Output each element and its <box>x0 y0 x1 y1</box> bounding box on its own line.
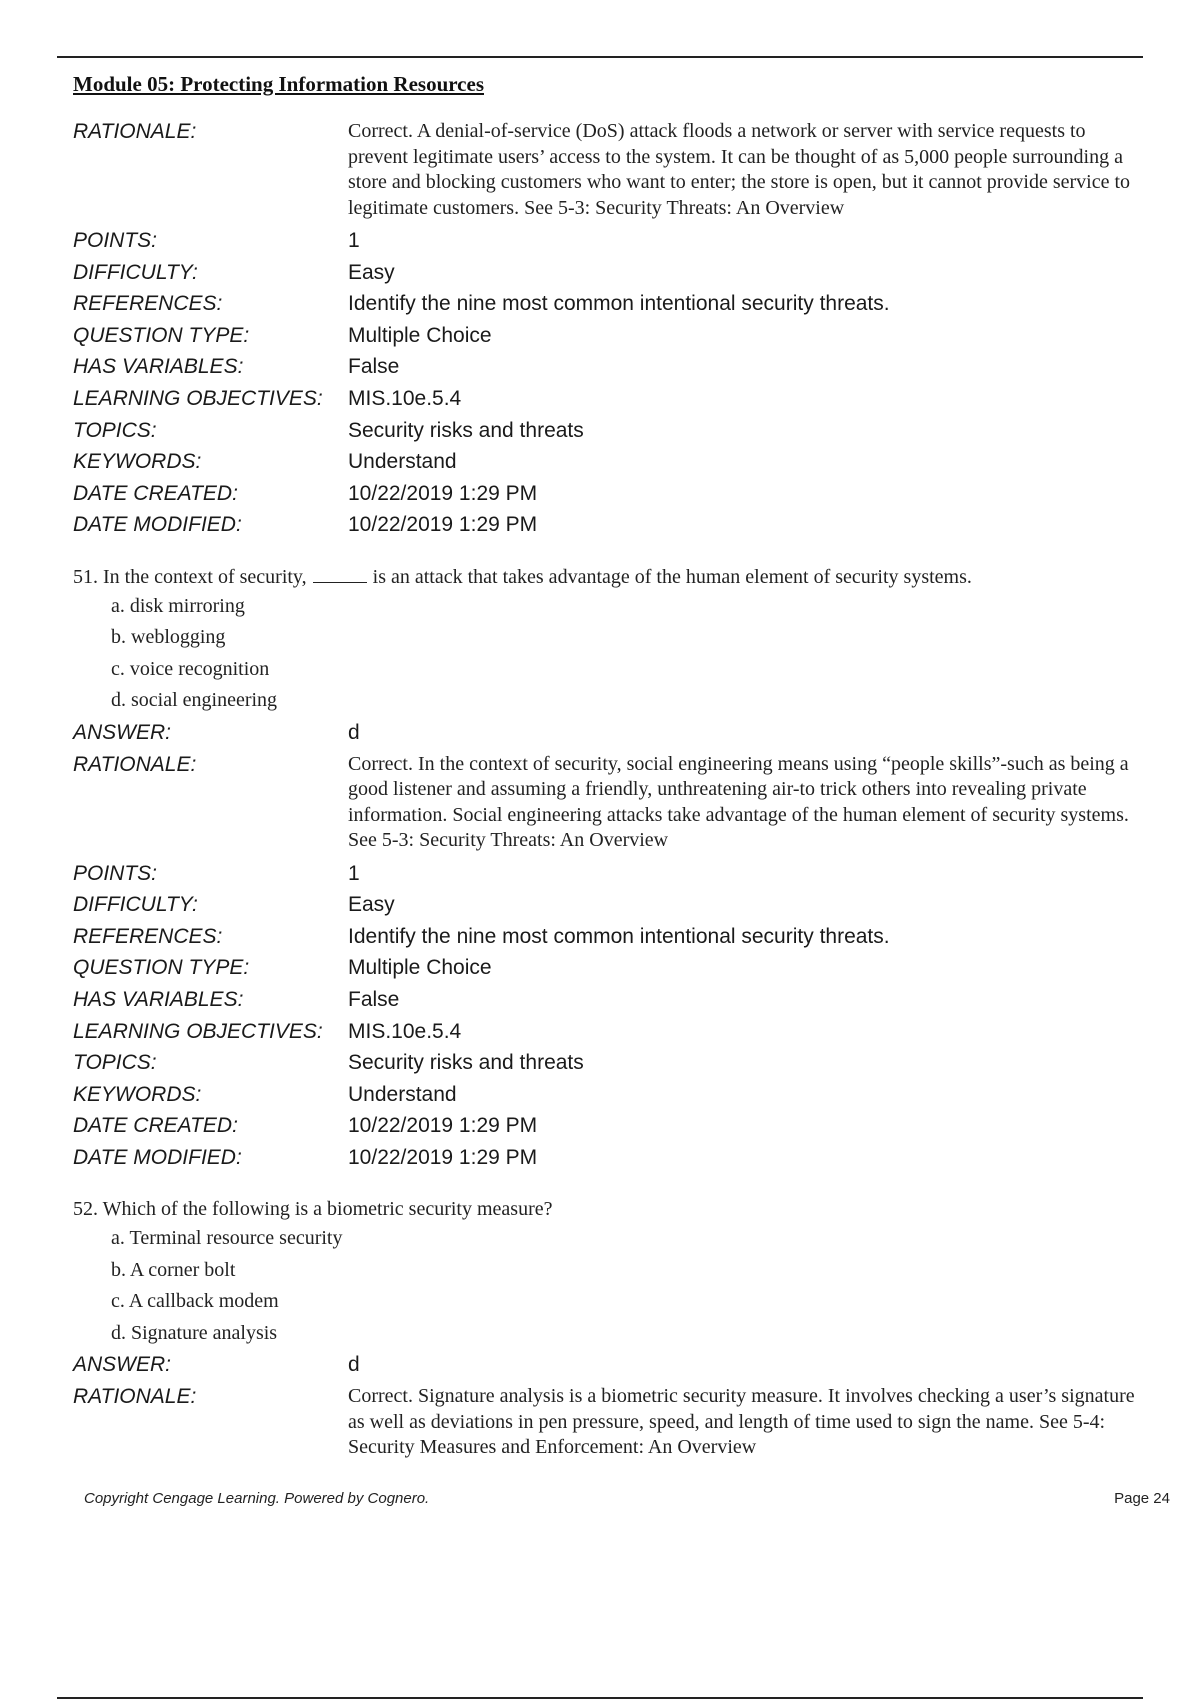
q50-date-modified: 10/22/2019 1:29 PM <box>348 513 538 537</box>
references-label: REFERENCES: <box>73 924 223 948</box>
q52-option-b: b. A corner bolt <box>111 1258 236 1281</box>
q51-learning-objectives-row <box>73 1016 1143 1048</box>
rationale-label: RATIONALE: <box>73 120 197 143</box>
date-created-label: DATE CREATED: <box>73 1114 238 1138</box>
q50-has-variables: False <box>348 355 400 379</box>
q51-option-b: b. weblogging <box>111 626 226 649</box>
q51-difficulty: Easy <box>348 893 395 917</box>
keywords-label: KEYWORDS: <box>73 450 202 474</box>
q51-date-modified: 10/22/2019 1:29 PM <box>348 1145 538 1169</box>
rationale-label: RATIONALE: <box>73 752 197 776</box>
q52-answer: d <box>348 1353 360 1377</box>
q50-date-created-row <box>73 478 1143 510</box>
date-modified-label: DATE MODIFIED: <box>73 513 242 537</box>
q51-rationale: Correct. In the context of security, social engineering means using “people skills”-such as being a good listener and assuming a friendly, unthreatening air-to trick others into revealing private information. Social engineering attacks take advantage of the human element of security systems. See 5-3: Security Threats: An Overview <box>348 752 1129 852</box>
question-type-label: QUESTION TYPE: <box>73 323 250 347</box>
points-label: POINTS: <box>73 229 158 252</box>
top-rule <box>57 56 1143 58</box>
date-modified-label: DATE MODIFIED: <box>73 1145 242 1169</box>
q50-rationale-row <box>73 116 1143 225</box>
keywords-label: KEYWORDS: <box>73 1082 202 1106</box>
q51-rationale-row <box>73 749 1143 858</box>
q50-references-row <box>73 288 1143 320</box>
q51-options <box>111 591 1143 717</box>
q52-answer-row <box>73 1349 1143 1381</box>
references-label: REFERENCES: <box>73 292 223 316</box>
answer-label: ANSWER: <box>73 720 172 744</box>
points-label: POINTS: <box>73 861 158 885</box>
q50-rationale: Correct. A denial-of-service (DoS) attack floods a network or server with service requests to prevent legitimate users’ access to the system. It can be thought of as 5,000 people surrounding a store and blocking customers who want to enter; the store is open, but it cannot provide service to legitimate customers. See 5-3: Security Threats: An Overview <box>348 120 1131 219</box>
q51-option-c: c. voice recognition <box>111 657 270 680</box>
q50-question-type: Multiple Choice <box>348 323 492 347</box>
learning-objectives-label: LEARNING OBJECTIVES: <box>73 386 323 410</box>
q51-question-type-row <box>73 952 1143 984</box>
q52-stem: 52. Which of the following is a biometric security measure? <box>73 1198 553 1221</box>
page-content <box>73 116 1143 1465</box>
bottom-rule <box>57 1697 1143 1699</box>
q50-points: 1 <box>348 229 360 252</box>
q51-stem-after: is an attack that takes advantage of the human element of security systems. <box>372 565 972 588</box>
q51-learning-objectives: MIS.10e.5.4 <box>348 1019 462 1043</box>
q50-keywords: Understand <box>348 450 457 474</box>
q51-topics-row <box>73 1047 1143 1079</box>
q51-points: 1 <box>348 861 360 885</box>
q52-option-c: c. A callback modem <box>111 1290 279 1313</box>
answer-label: ANSWER: <box>73 1353 172 1377</box>
q50-topics: Security risks and threats <box>348 418 584 442</box>
q51-option-d: d. social engineering <box>111 689 278 712</box>
q51-has-variables-row <box>73 984 1143 1016</box>
q51-blank <box>313 564 367 583</box>
difficulty-label: DIFFICULTY: <box>73 260 198 284</box>
q50-topics-row <box>73 415 1143 447</box>
topics-label: TOPICS: <box>73 1051 157 1075</box>
q50-learning-objectives: MIS.10e.5.4 <box>348 386 462 410</box>
q51-has-variables: False <box>348 987 400 1011</box>
difficulty-label: DIFFICULTY: <box>73 893 198 917</box>
q52-option-d: d. Signature analysis <box>111 1321 278 1344</box>
q50-date-created: 10/22/2019 1:29 PM <box>348 481 538 505</box>
q50-points-row <box>73 225 1143 257</box>
date-created-label: DATE CREATED: <box>73 481 238 505</box>
q51-question-type: Multiple Choice <box>348 956 492 980</box>
learning-objectives-label: LEARNING OBJECTIVES: <box>73 1019 323 1043</box>
q51-date-created-row <box>73 1110 1143 1142</box>
q51-stem <box>73 563 1143 591</box>
q51-points-row <box>73 858 1143 890</box>
q51-references-row <box>73 921 1143 953</box>
module-title: Module 05: Protecting Information Resources <box>73 72 484 96</box>
has-variables-label: HAS VARIABLES: <box>73 987 244 1011</box>
q50-difficulty-row <box>73 257 1143 289</box>
q50-has-variables-row <box>73 351 1143 383</box>
q52-rationale-row <box>73 1381 1143 1465</box>
q51-answer-row <box>73 717 1143 749</box>
q50-keywords-row <box>73 446 1143 478</box>
q51-difficulty-row <box>73 889 1143 921</box>
q51-option-a: a. disk mirroring <box>111 594 245 617</box>
q52-meta <box>73 1349 1143 1464</box>
page-number: Page 24 <box>1114 1490 1170 1507</box>
q50-meta <box>73 116 1143 541</box>
q51-keywords-row <box>73 1079 1143 1111</box>
q52-option-a: a. Terminal resource security <box>111 1227 343 1250</box>
q50-references: Identify the nine most common intentional security threats. <box>348 292 890 316</box>
q52-rationale: Correct. Signature analysis is a biometric security measure. It involves checking a user’s signature as well as deviations in pen pressure, speed, and length of time used to sign the name. See 5-4: Security Measures and Enforcement: An Overview <box>348 1385 1135 1459</box>
q51-references: Identify the nine most common intentional security threats. <box>348 924 890 948</box>
q50-question-type-row <box>73 320 1143 352</box>
q51-topics: Security risks and threats <box>348 1051 584 1075</box>
q50-date-modified-row <box>73 509 1143 541</box>
q51-date-modified-row <box>73 1142 1143 1174</box>
q51-answer: d <box>348 720 360 744</box>
q50-difficulty: Easy <box>348 260 395 284</box>
q52-options <box>111 1223 1143 1349</box>
q50-learning-objectives-row <box>73 383 1143 415</box>
footer-copyright: Copyright Cengage Learning. Powered by Cognero. <box>84 1490 430 1507</box>
q51-meta <box>73 717 1143 1174</box>
q51-date-created: 10/22/2019 1:29 PM <box>348 1114 538 1138</box>
rationale-label: RATIONALE: <box>73 1385 197 1409</box>
has-variables-label: HAS VARIABLES: <box>73 355 244 379</box>
topics-label: TOPICS: <box>73 418 157 442</box>
q51-keywords: Understand <box>348 1082 457 1106</box>
question-type-label: QUESTION TYPE: <box>73 956 250 980</box>
q51-stem-before: 51. In the context of security, <box>73 565 307 588</box>
